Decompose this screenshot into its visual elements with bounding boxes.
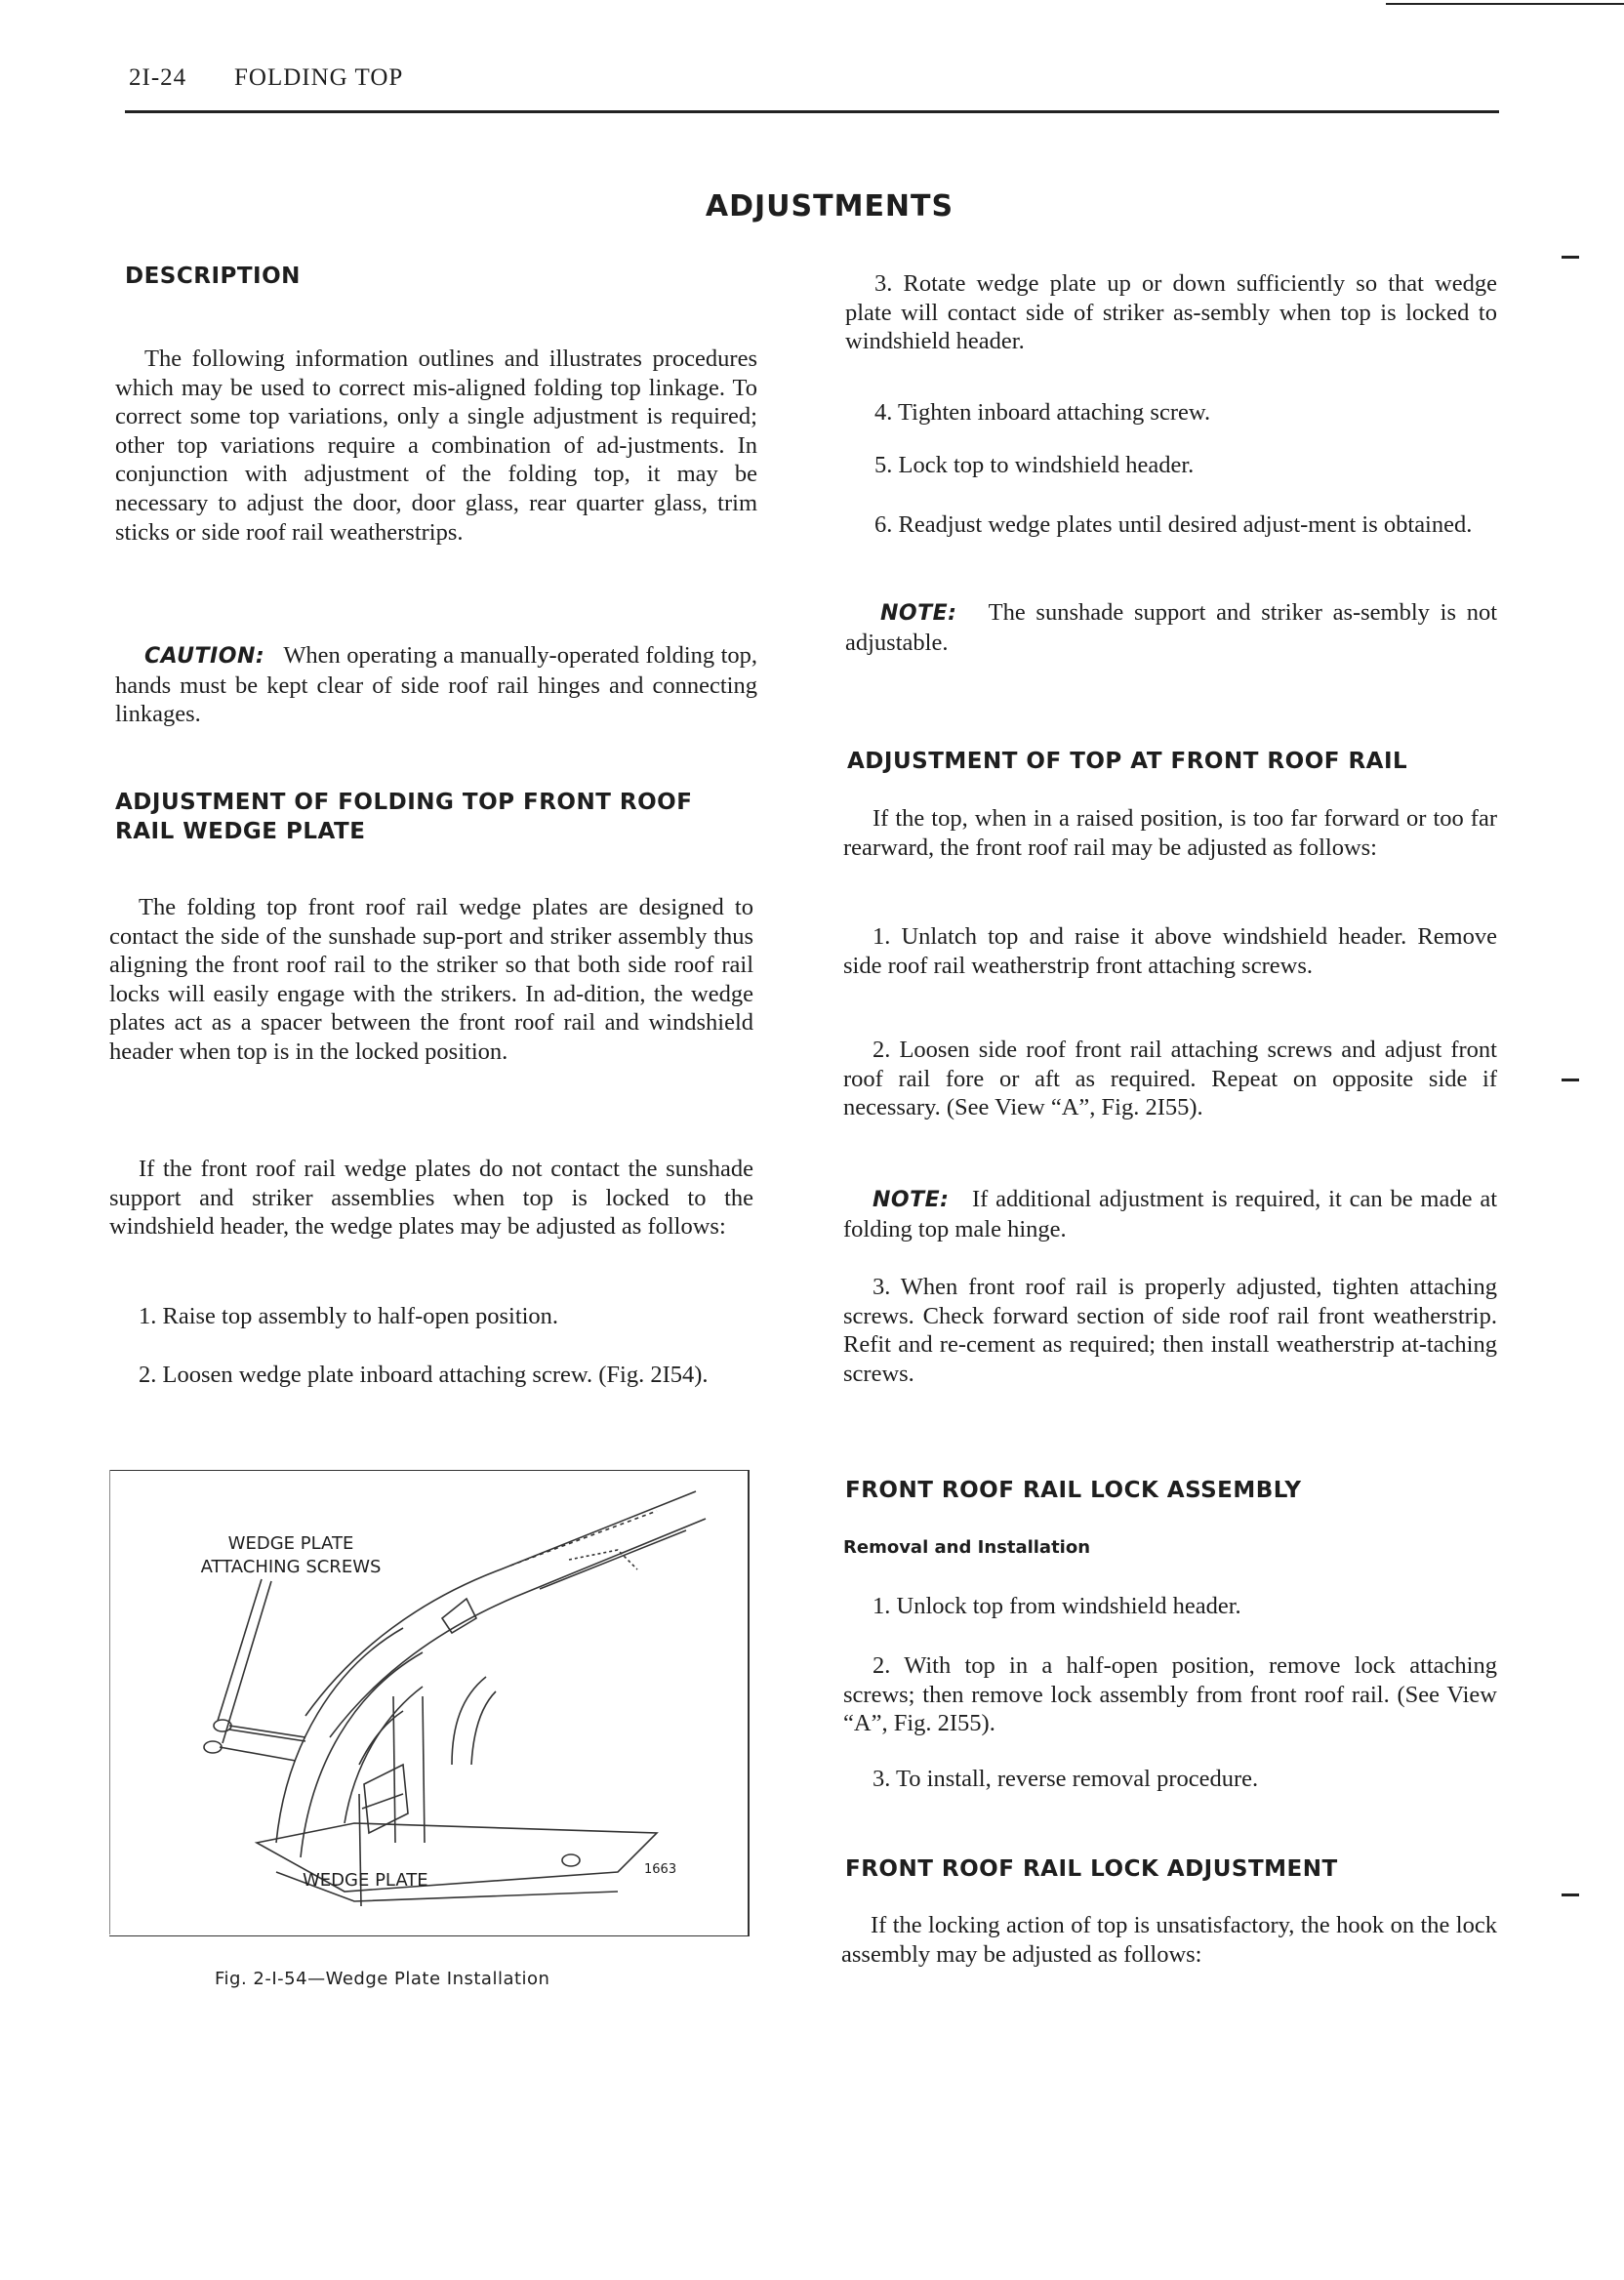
note-1-block (845, 598, 1497, 657)
note-1-text: The sunshade support and striker as-sembly is not adjustable. (845, 599, 1497, 656)
lock-assembly-subheading: Removal and Installation (843, 1537, 1091, 1558)
rail-step-1: 1. Unlatch top and raise it above windshield header. Remove side roof rail weatherstrip front attaching screws. (843, 923, 1497, 979)
wedge-step-3: 3. Rotate wedge plate up or down sufficiently so that wedge plate will contact side of striker as-sembly when top is locked to windshield header. (845, 270, 1497, 355)
note-2-block (843, 1185, 1497, 1243)
front-roof-rail-paragraph: If the top, when in a raised position, is too far forward or too far rearward, the front roof rail may be adjusted as follows: (843, 805, 1497, 861)
wedge-step-6: 6. Readjust wedge plates until desired adjust-ment is obtained. (874, 511, 1473, 538)
margin-mark (1562, 1079, 1579, 1081)
wedge-plate-heading-line-2: RAIL WEDGE PLATE (115, 819, 366, 844)
wedge-step-5: 5. Lock top to windshield header. (874, 452, 1195, 478)
lock-adjustment-heading: FRONT ROOF RAIL LOCK ADJUSTMENT (845, 1856, 1338, 1882)
figure-label-screws-line-2: ATTACHING SCREWS (200, 1557, 382, 1577)
margin-mark (1562, 256, 1579, 259)
header-rule (125, 110, 1499, 113)
wedge-step-1: 1. Raise top assembly to half-open position. (139, 1303, 559, 1329)
caution-label: CAUTION: (144, 644, 265, 669)
section-title: FOLDING TOP (234, 64, 404, 91)
wedge-plate-heading (115, 788, 692, 846)
wedge-plate-paragraph-1: The folding top front roof rail wedge plates are designed to contact the side of the sunshade sup-port and striker assembly thus aligning the front roof rail to the striker so that both side roof rail locks will easily engage with the strikers. In ad-dition, the wedge plates act as a spacer between the front roof rail and windshield header when top is in the locked position. (109, 894, 753, 1065)
wedge-plate-paragraph-2: If the front roof rail wedge plates do not contact the sunshade support and striker assemblies when top is locked to the windshield header, the wedge plates may be adjusted as follows: (109, 1156, 753, 1241)
page-number: 2I-24 (129, 64, 187, 91)
lock-step-1: 1. Unlock top from windshield header. (873, 1593, 1241, 1619)
wedge-step-2: 2. Loosen wedge plate inboard attaching screw. (Fig. 2I54). (139, 1362, 709, 1388)
figure-caption: Fig. 2-I-54—Wedge Plate Installation (215, 1969, 550, 1989)
front-roof-rail-heading: ADJUSTMENT OF TOP AT FRONT ROOF RAIL (847, 749, 1408, 774)
figure-label-plate: WEDGE PLATE (303, 1870, 428, 1891)
lock-adjustment-paragraph: If the locking action of top is unsatisfactory, the hook on the lock assembly may be adjusted as follows: (841, 1912, 1497, 1968)
note-1-label: NOTE: (880, 601, 957, 626)
lock-step-3: 3. To install, reverse removal procedure. (873, 1766, 1259, 1792)
figure-label-screws (174, 1532, 408, 1579)
description-heading: DESCRIPTION (125, 264, 301, 289)
lock-assembly-heading: FRONT ROOF RAIL LOCK ASSEMBLY (845, 1478, 1302, 1503)
description-paragraph: The following information outlines and illustrates procedures which may be used to correct mis-aligned folding top linkage. To correct some top variations, only a single adjustment is required; other top variations require a combination of ad-justments. In conjunction with adjustment of the folding top, it may be necessary to adjust the door, door glass, rear quarter glass, trim sticks or side roof rail weatherstrips. (115, 346, 757, 546)
caution-block (115, 641, 757, 729)
wedge-plate-heading-line-1: ADJUSTMENT OF FOLDING TOP FRONT ROOF (115, 790, 693, 815)
note-2-text: If additional adjustment is required, it can be made at folding top male hinge. (843, 1186, 1497, 1242)
caution-text: When operating a manually-operated folding top, hands must be kept clear of side roof rail hinges and connecting linkages. (115, 642, 758, 728)
figure-number: 1663 (644, 1862, 677, 1877)
wedge-step-4: 4. Tighten inboard attaching screw. (874, 399, 1211, 426)
rail-step-3: 3. When front roof rail is properly adjusted, tighten attaching screws. Check forward section of side roof rail front weatherstrip. Refit and re-cement as required; then install weatherstrip at-taching screws. (843, 1274, 1497, 1387)
top-corner-rule (1386, 3, 1624, 5)
page-title: ADJUSTMENTS (705, 189, 954, 224)
lock-step-2: 2. With top in a half-open position, remove lock attaching screws; then remove lock assembly from front roof rail. (See View “A”, Fig. 2I55). (843, 1652, 1497, 1737)
rail-step-2: 2. Loosen side roof front rail attaching screws and adjust front roof rail fore or aft as required. Repeat on opposite side if necessary. (See View “A”, Fig. 2I55). (843, 1037, 1497, 1121)
figure-label-screws-line-1: WEDGE PLATE (227, 1533, 354, 1554)
margin-mark (1562, 1893, 1579, 1896)
note-2-label: NOTE: (873, 1188, 950, 1212)
